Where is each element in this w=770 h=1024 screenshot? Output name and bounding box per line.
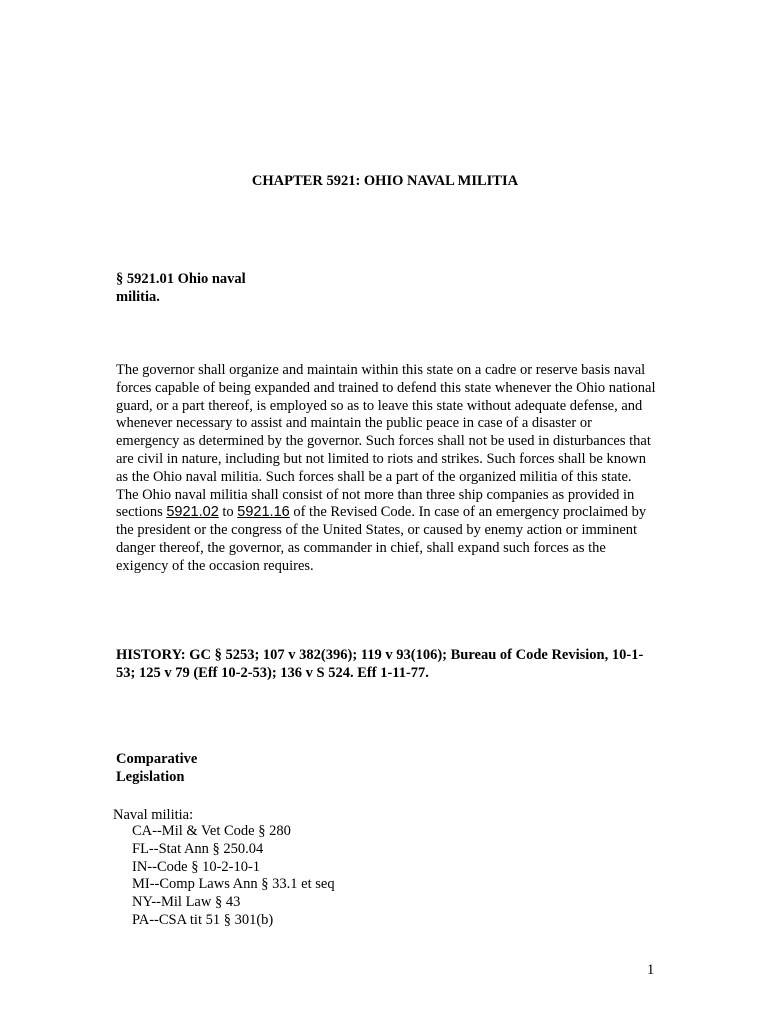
page-number: 1 xyxy=(647,962,655,978)
legislation-item: FL--Stat Ann § 250.04 xyxy=(132,840,264,857)
section-heading xyxy=(116,270,276,306)
body-text-part2: to xyxy=(218,504,238,521)
comparative-heading-line1: Comparative xyxy=(116,751,198,767)
section-heading-line1: § 5921.01 Ohio naval xyxy=(116,271,246,287)
body-text-part1: The governor shall organize and maintain within this state on a cadre or reserve basis naval forces capable of being expanded and trained to defend this state whenever the Ohio national guard, or a part thereof, is employed so as to leave this state without adequate defense, and whenever necessary to assist and maintain the public peace in case of a disaster or emergency as determined by the governor. Such forces shall not be used in disturbances that are civil in nature, including but not limited to riots and strikes. Such forces shall be known as the Ohio naval militia. Such forces shall be a part of the organized militia of this state. The Ohio naval militia shall consist of not more than three ship companies as provided in sections xyxy=(116,362,656,521)
naval-militia-label: Naval militia: xyxy=(113,807,194,823)
chapter-title: CHAPTER 5921: OHIO NAVAL MILITIA xyxy=(251,173,519,189)
comparative-heading-line2: Legislation xyxy=(116,769,185,785)
section-link-5921-16[interactable]: 5921.16 xyxy=(237,504,290,521)
legislation-item: MI--Comp Laws Ann § 33.1 et seq xyxy=(132,876,335,893)
section-heading-line2: militia. xyxy=(116,289,160,305)
history-note: HISTORY: GC § 5253; 107 v 382(396); 119 v 93(106); Bureau of Code Revision, 10-1-53; 125 v 79 (Eff 10-2-53); 136 v S 524. Eff 1-11-77. xyxy=(116,647,644,681)
comparative-legislation-heading xyxy=(116,750,236,786)
legislation-list xyxy=(132,823,335,930)
legislation-item: IN--Code § 10-2-10-1 xyxy=(132,858,261,875)
legislation-item: PA--CSA tit 51 § 301(b) xyxy=(132,911,274,928)
legislation-item: CA--Mil & Vet Code § 280 xyxy=(132,823,291,839)
body-text-part3: of the Revised Code. In case of an emergency proclaimed by the president or the congress of the United States, or caused by enemy action or imminent danger thereof, the governor, as commander in chief, shall expand such forces as the exigency of the occasion requires. xyxy=(116,504,647,574)
legislation-item: NY--Mil Law § 43 xyxy=(132,894,241,911)
section-link-5921-02[interactable]: 5921.02 xyxy=(166,504,219,521)
section-body xyxy=(116,362,656,576)
